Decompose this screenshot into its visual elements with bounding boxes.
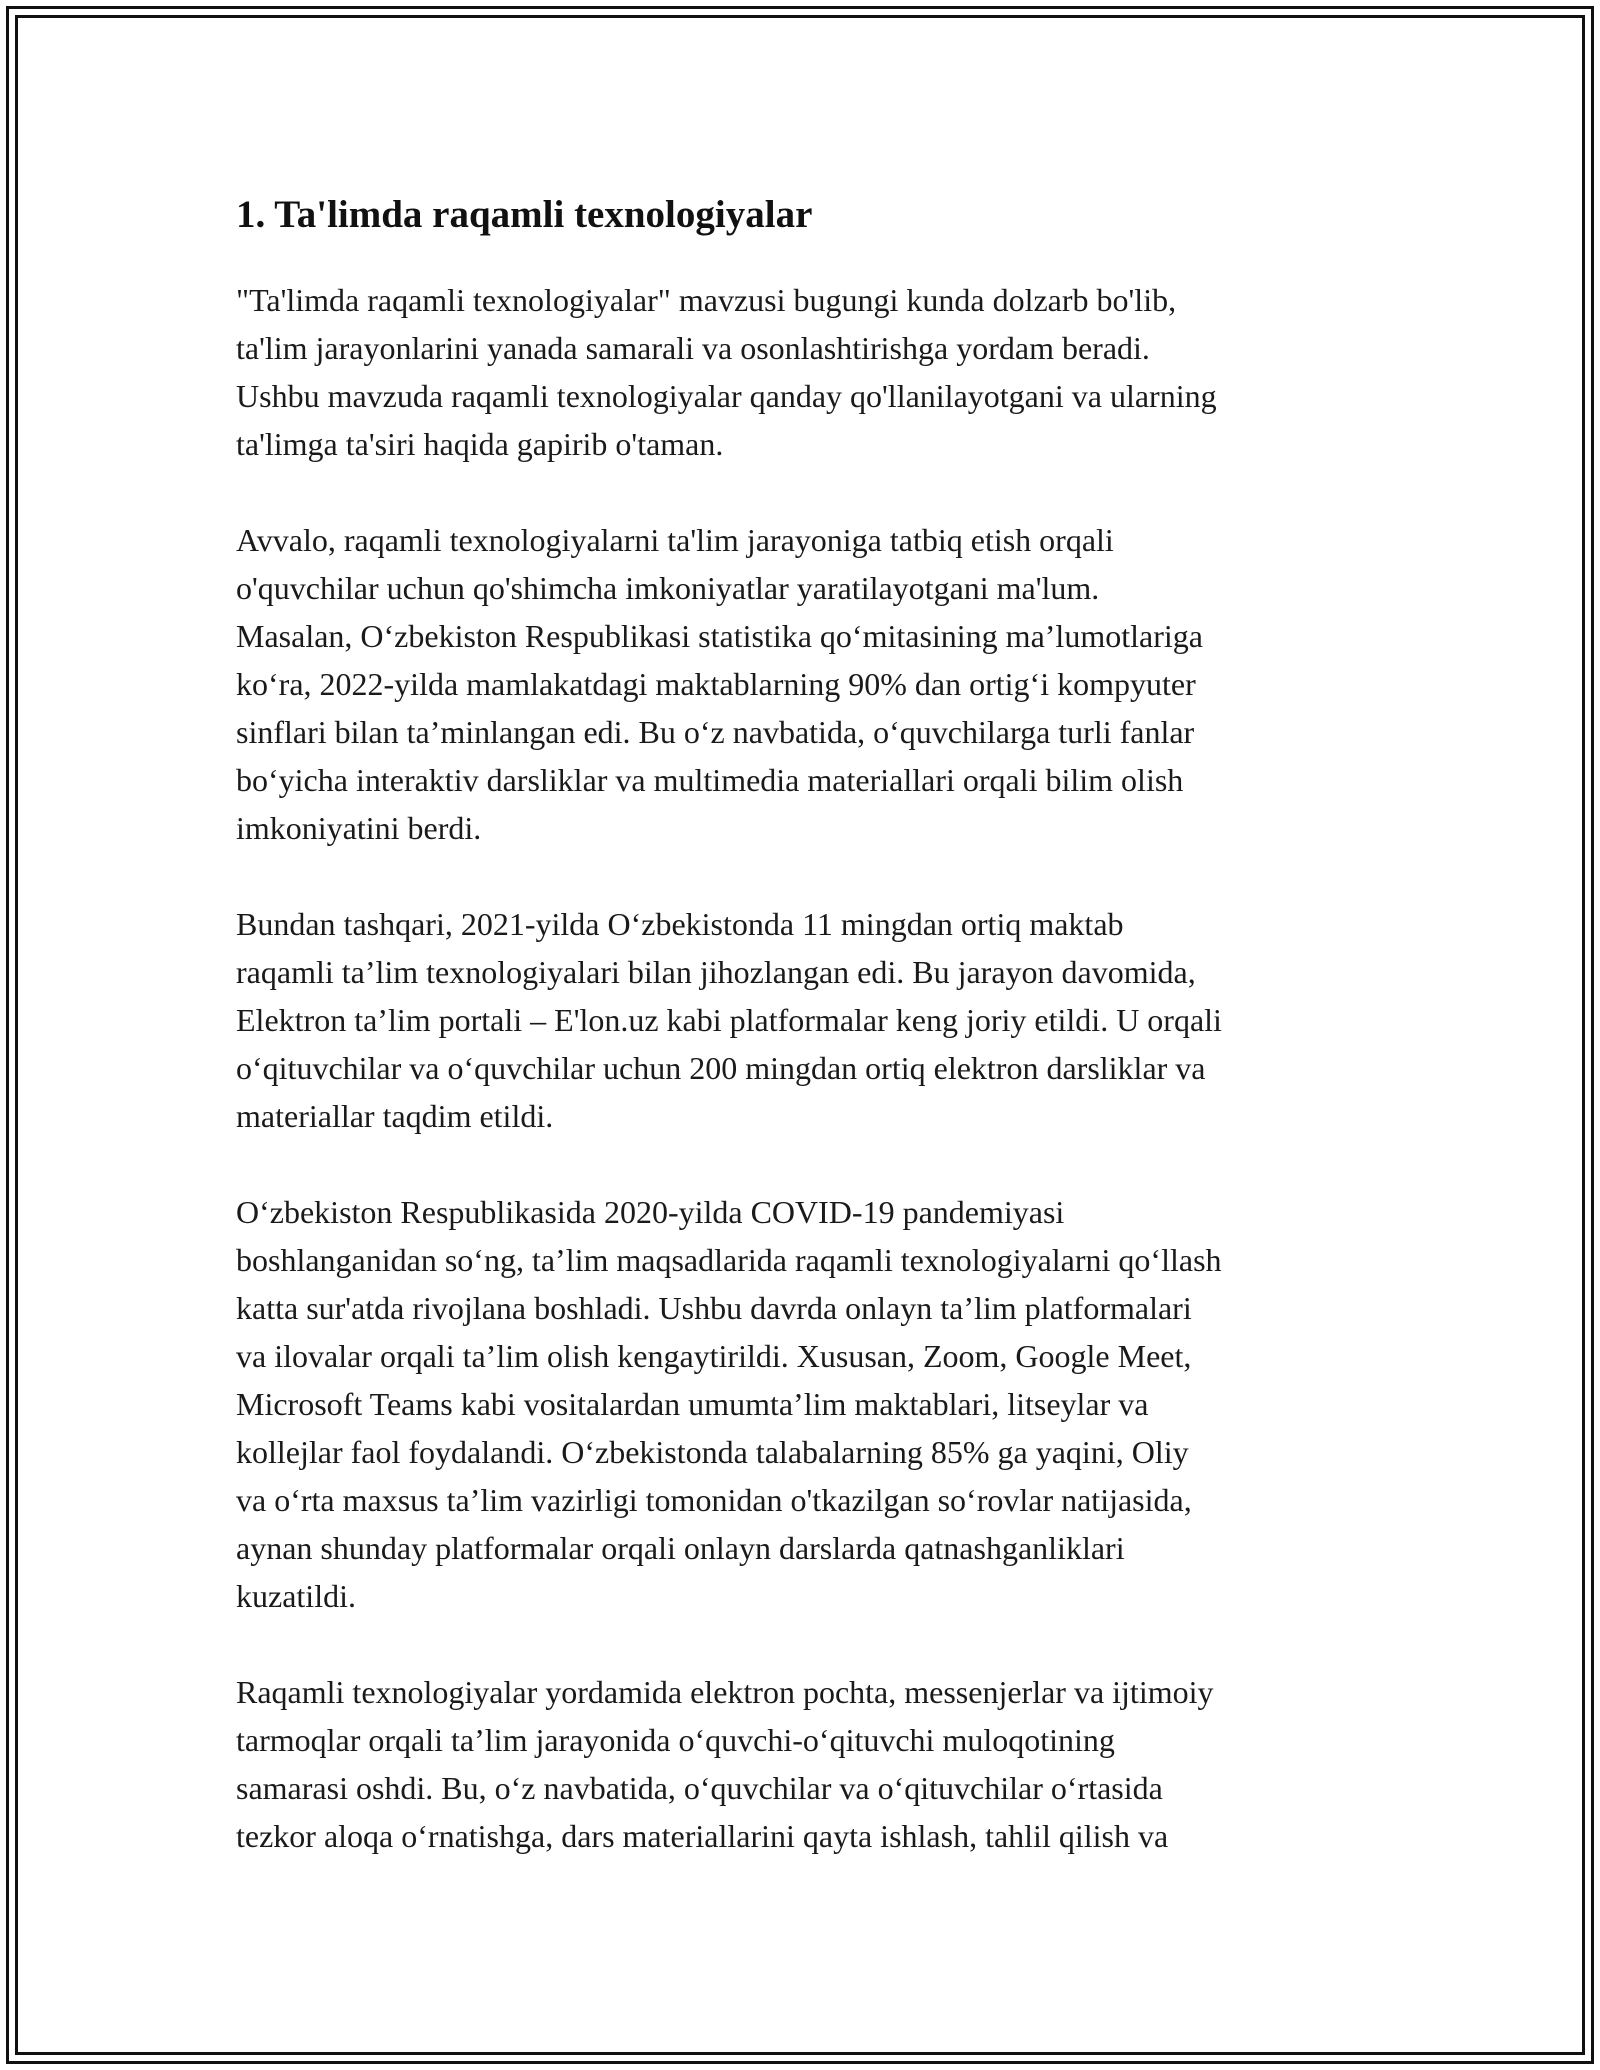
text-line: Bundan tashqari, 2021-yilda O‘zbekistonda 11 mingdan ortiq maktab [236,906,1124,942]
text-line: katta sur'atda rivojlana boshladi. Ushbu davrda onlayn ta’lim platformalari [236,1290,1192,1326]
document-body [236,186,1396,1908]
text-line: tarmoqlar orqali ta’lim jarayonida o‘quvchi-o‘qituvchi muloqotining [236,1722,1115,1758]
text-line: o'quvchilar uchun qo'shimcha imkoniyatlar yaratilayotgani ma'lum. [236,570,1100,606]
section-title: 1. Ta'limda raqamli texnologiyalar [236,193,813,236]
text-line: o‘qituvchilar va o‘quvchilar uchun 200 mingdan ortiq elektron darsliklar va [236,1050,1206,1086]
text-line: kollejlar faol foydalandi. O‘zbekistonda talabalarning 85% ga yaqini, Oliy [236,1434,1189,1470]
paragraph-5 [236,1668,1396,1860]
text-line: imkoniyatini berdi. [236,810,482,846]
text-line: "Ta'limda raqamli texnologiyalar" mavzusi bugungi kunda dolzarb bo'lib, [236,282,1177,318]
text-line: materiallar taqdim etildi. [236,1098,554,1134]
text-line: raqamli ta’lim texnologiyalari bilan jihozlangan edi. Bu jarayon davomida, [236,954,1196,990]
text-line: ta'lim jarayonlarini yanada samarali va osonlashtirishga yordam beradi. [236,330,1150,366]
text-line: samarasi oshdi. Bu, o‘z navbatida, o‘quvchilar va o‘qituvchilar o‘rtasida [236,1770,1163,1806]
text-line: Microsoft Teams kabi vositalardan umumta’lim maktablari, litseylar va [236,1386,1149,1422]
text-line: Elektron ta’lim portali – E'lon.uz kabi platformalar keng joriy etildi. U orqali [236,1002,1222,1038]
text-line: sinflari bilan ta’minlangan edi. Bu o‘z navbatida, o‘quvchilarga turli fanlar [236,714,1195,750]
text-line: O‘zbekiston Respublikasida 2020-yilda COVID-19 pandemiyasi [236,1194,1065,1230]
paragraph-2 [236,516,1396,852]
text-line: kuzatildi. [236,1578,356,1614]
text-line: tezkor aloqa o‘rnatishga, dars materiallarini qayta ishlash, tahlil qilish va [236,1818,1169,1854]
text-line: aynan shunday platformalar orqali onlayn darslarda qatnashganliklari [236,1530,1125,1566]
paragraph-3 [236,900,1396,1140]
text-line: va o‘rta maxsus ta’lim vazirligi tomonidan o'tkazilgan so‘rovlar natijasida, [236,1482,1192,1518]
text-line: Ushbu mavzuda raqamli texnologiyalar qanday qo'llanilayotgani va ularning [236,378,1217,414]
text-line: ta'limga ta'siri haqida gapirib o'taman. [236,426,724,462]
paragraph-4 [236,1188,1396,1620]
paragraph-1 [236,276,1396,468]
text-line: Raqamli texnologiyalar yordamida elektron pochta, messenjerlar va ijtimoiy [236,1674,1214,1710]
text-line: boshlanganidan so‘ng, ta’lim maqsadlarida raqamli texnologiyalarni qo‘llash [236,1242,1222,1278]
text-line: ko‘ra, 2022-yilda mamlakatdagi maktablarning 90% dan ortig‘i kompyuter [236,666,1196,702]
text-line: Masalan, O‘zbekiston Respublikasi statistika qo‘mitasining ma’lumotlariga [236,618,1203,654]
text-line: Avvalo, raqamli texnologiyalarni ta'lim jarayoniga tatbiq etish orqali [236,522,1114,558]
text-line: va ilovalar orqali ta’lim olish kengaytirildi. Xususan, Zoom, Google Meet, [236,1338,1192,1374]
text-line: bo‘yicha interaktiv darsliklar va multimedia materiallari orqali bilim olish [236,762,1184,798]
